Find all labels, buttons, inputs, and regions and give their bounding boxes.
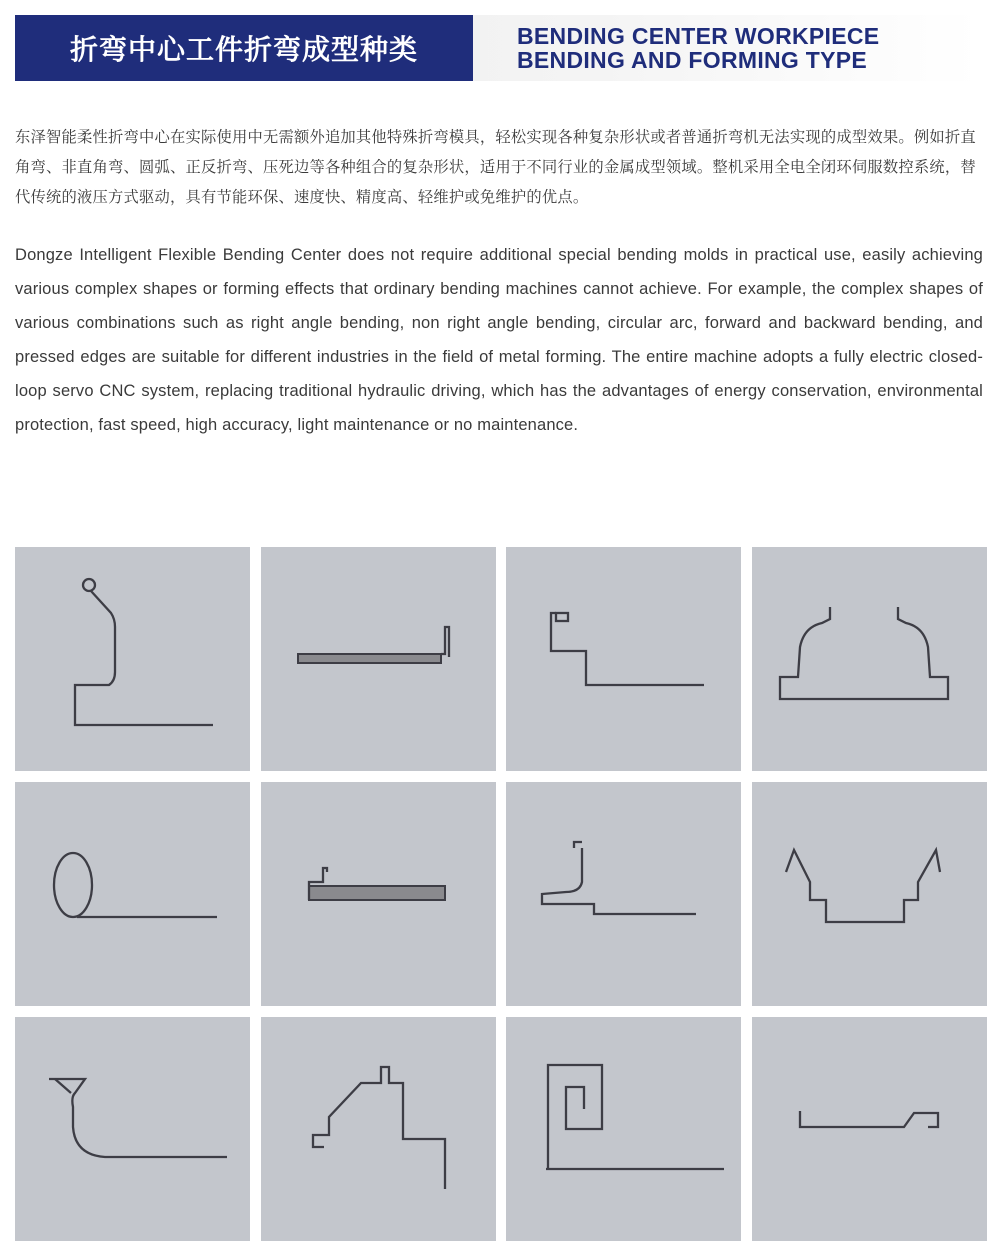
title-en-line-1: BENDING CENTER WORKPIECE [517,23,880,49]
profile-tile-6 [261,782,496,1006]
profile-drawing-11 [506,1017,741,1241]
profile-drawing-3 [506,547,741,771]
profile-tile-5 [15,782,250,1006]
profile-drawing-2 [261,547,496,771]
profile-tile-11 [506,1017,741,1241]
profile-drawing-5 [15,782,250,1006]
page-title: 折弯中心工件折弯成型种类 [15,15,473,81]
profile-tile-3 [506,547,741,771]
intro-paragraph-english: Dongze Intelligent Flexible Bending Center does not require additional special bending molds in practical use, easily achieving various complex shapes or forming effects that ordinary bending machines cannot achieve. For example, the complex shapes of various combinations such as right angle bending, non right angle bending, circular arc, forward and backward bending, and pressed edges are suitable for different industries in the field of metal forming. The entire machine adopts a fully electric closed-loop servo CNC system, replacing traditional hydraulic driving, which has the advantages of energy conservation, environmental protection, fast speed, high accuracy, light maintenance or no maintenance. [15,246,983,434]
title-en-line-2: BENDING AND FORMING TYPE [517,47,868,73]
profile-tile-8 [752,782,987,1006]
profile-drawing-12 [752,1017,987,1241]
profile-tile-7 [506,782,741,1006]
profile-tile-2 [261,547,496,771]
profile-tile-1 [15,547,250,771]
profile-drawing-1 [15,547,250,771]
profile-drawing-9 [15,1017,250,1241]
profile-tile-12 [752,1017,987,1241]
profile-tile-4 [752,547,987,771]
intro-paragraph-chinese: 东泽智能柔性折弯中心在实际使用中无需额外追加其他特殊折弯模具，轻松实现各种复杂形状或者普通折弯机无法实现的成型效果。例如折直角弯、非直角弯、圆弧、正反折弯、压死边等各种组合的复杂形状，适用于不同行业的金属成型领域。整机采用全电全闭环伺服数控系统，替代传统的液压方式驱动，具有节能环保、速度快、精度高、轻维护或免维护的优点。 [15,128,976,206]
profile-drawing-7 [506,782,741,1006]
profile-drawing-4 [752,547,987,771]
profile-drawing-10 [261,1017,496,1241]
profile-drawing-8 [752,782,987,1006]
profile-drawing-6 [261,782,496,1006]
profile-tile-10 [261,1017,496,1241]
profile-tile-9 [15,1017,250,1241]
